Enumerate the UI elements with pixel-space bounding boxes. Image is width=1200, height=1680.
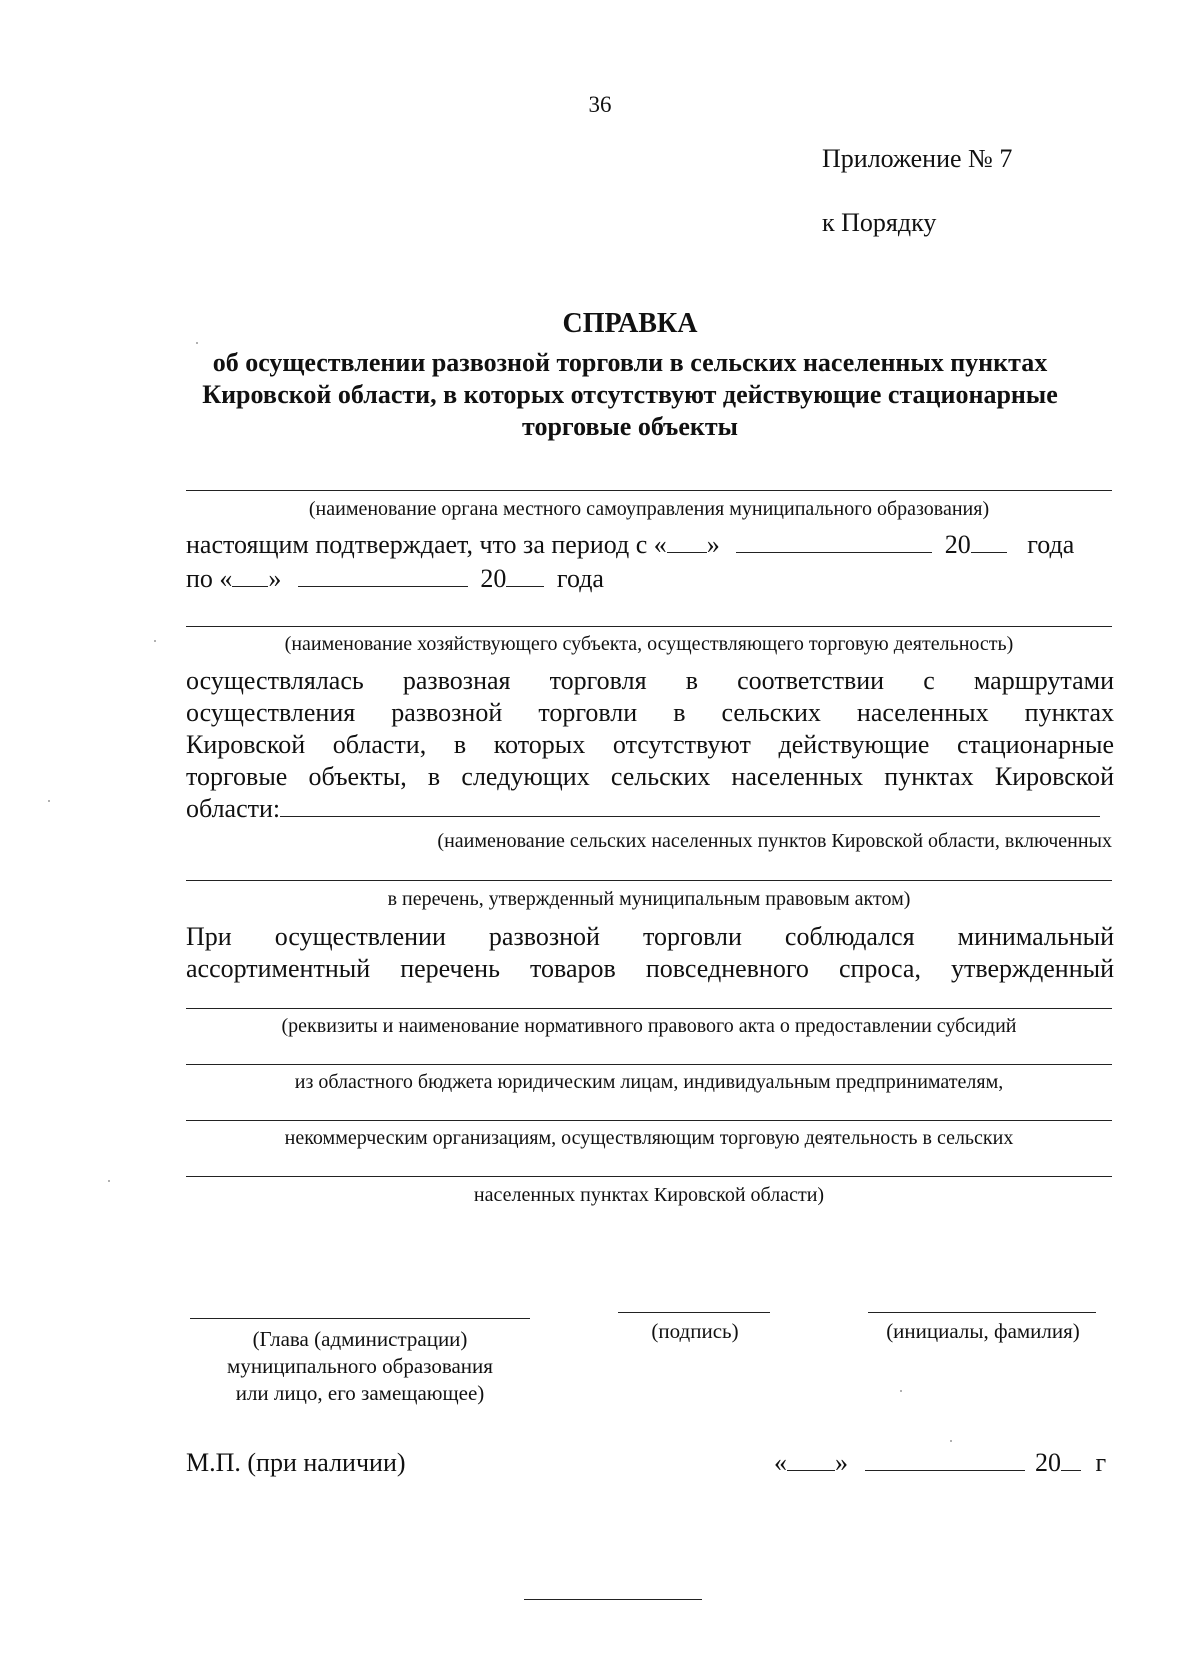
to-year-prefix: 20 <box>480 564 507 593</box>
paragraph-1-line-5 <box>186 794 1114 824</box>
date-line <box>774 1448 1106 1478</box>
appendix-number: Приложение № 7 <box>822 144 1013 173</box>
head-caption-line-1: (Глава (администрации) <box>252 1327 468 1351</box>
settlements-label: области: <box>186 794 281 823</box>
settlements-caption-1: (наименование сельских населенных пунктов Кировской области, включенных <box>437 830 1112 852</box>
act-field-line-3[interactable] <box>186 1120 1112 1121</box>
scan-speck <box>950 1440 952 1442</box>
paragraph-1-line-3: Кировской области, в которых отсутствуют действующие стационарные <box>186 730 1114 759</box>
stamp-label: М.П. (при наличии) <box>186 1448 406 1477</box>
act-field-line-2[interactable] <box>186 1064 1112 1065</box>
initials-field[interactable] <box>868 1312 1096 1313</box>
act-field-line-4[interactable] <box>186 1176 1112 1177</box>
date-year-suffix: г <box>1095 1448 1107 1477</box>
subject-name-caption: (наименование хозяйствующего субъекта, осуществляющего торговую деятельность) <box>284 633 1014 655</box>
period-line-to <box>186 564 1114 594</box>
date-quote-open: « <box>774 1448 787 1477</box>
from-day-field[interactable] <box>667 530 707 553</box>
signature-caption: (подпись) <box>651 1319 739 1343</box>
period-line-from <box>186 530 1114 560</box>
from-year-prefix: 20 <box>944 530 971 559</box>
to-month-field[interactable] <box>298 564 468 587</box>
date-year-field[interactable] <box>1061 1448 1081 1471</box>
to-year-field[interactable] <box>506 564 544 587</box>
date-month-field[interactable] <box>865 1448 1025 1471</box>
act-field-line-1[interactable] <box>186 1008 1112 1009</box>
head-caption <box>190 1326 530 1407</box>
scan-speck <box>196 342 198 344</box>
paragraph-2-line-1: При осуществлении развозной торговли соблюдался минимальный <box>186 922 1114 951</box>
head-name-field[interactable] <box>190 1318 530 1319</box>
from-quote-close: » <box>706 530 720 559</box>
act-caption-2: из областного бюджета юридическим лицам, индивидуальным предпринимателям, <box>294 1071 1004 1093</box>
from-month-field[interactable] <box>736 530 932 553</box>
act-caption-4: населенных пунктах Кировской области) <box>473 1184 825 1206</box>
date-quote-close: » <box>835 1448 848 1477</box>
date-day-field[interactable] <box>787 1448 835 1471</box>
to-quote-close: » <box>268 564 282 593</box>
act-caption-1: (реквизиты и наименование нормативного правового акта о предоставлении субсидий <box>281 1015 1017 1037</box>
date-year-prefix: 20 <box>1035 1448 1061 1477</box>
document-subtitle-line-3: торговые объекты <box>522 412 738 441</box>
closing-separator <box>524 1599 702 1600</box>
signature-field[interactable] <box>618 1312 770 1313</box>
document-subtitle-line-2: Кировской области, в которых отсутствуют действующие стационарные <box>202 380 1058 409</box>
settlements-field[interactable] <box>280 794 1100 817</box>
from-year-field[interactable] <box>971 530 1007 553</box>
settlements-field-continued[interactable] <box>186 880 1112 881</box>
document-title: СПРАВКА <box>562 308 698 339</box>
act-caption-3: некоммерческим организациям, осуществляющим торговую деятельность в сельских <box>284 1127 1014 1149</box>
scan-speck <box>154 640 156 642</box>
document-subtitle-line-1: об осуществлении развозной торговли в сельских населенных пунктах <box>212 348 1048 377</box>
organ-name-caption: (наименование органа местного самоуправления муниципального образования) <box>308 498 990 520</box>
subject-name-field[interactable] <box>186 626 1112 627</box>
paragraph-1-line-1: осуществлялась развозная торговля в соответствии с маршрутами <box>186 666 1114 695</box>
settlements-caption-2: в перечень, утвержденный муниципальным правовым актом) <box>387 888 911 910</box>
scan-speck <box>900 1390 902 1392</box>
to-text: по « <box>186 564 233 593</box>
paragraph-1-line-4: торговые объекты, в следующих сельских населенных пунктах Кировской <box>186 762 1114 791</box>
head-caption-line-3: или лицо, его замещающее) <box>235 1381 485 1405</box>
to-day-field[interactable] <box>232 564 268 587</box>
organ-name-field[interactable] <box>186 490 1112 491</box>
confirms-text: настоящим подтверждает, что за период с « <box>186 530 667 559</box>
head-caption-line-2: муниципального образования <box>227 1354 493 1378</box>
scan-speck <box>108 1180 110 1182</box>
initials-caption: (инициалы, фамилия) <box>886 1319 1080 1343</box>
paragraph-2-line-2: ассортиментный перечень товаров повседневного спроса, утвержденный <box>186 954 1114 983</box>
paragraph-1-line-2: осуществления развозной торговли в сельских населенных пунктах <box>186 698 1114 727</box>
from-year-word: года <box>1027 530 1075 559</box>
appendix-reference: к Порядку <box>822 208 937 237</box>
page-number: 36 <box>588 92 612 117</box>
scan-speck <box>48 800 50 802</box>
to-year-word: года <box>556 564 604 593</box>
